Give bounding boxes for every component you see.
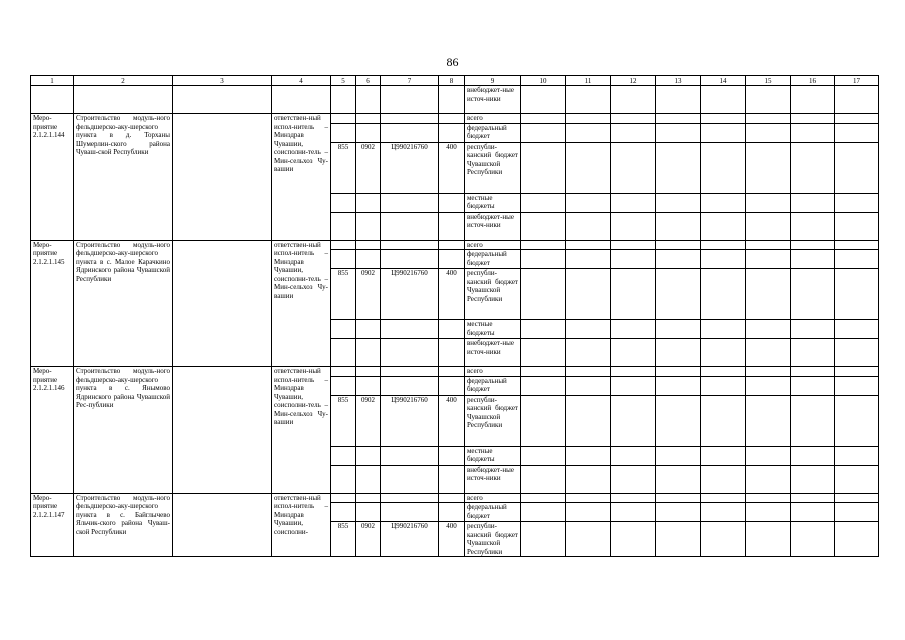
cell	[835, 240, 879, 250]
cell	[701, 339, 746, 367]
cell	[701, 142, 746, 193]
funding-source: внебюджет-ные источ-ники	[465, 212, 521, 240]
cell	[701, 114, 746, 124]
cell	[656, 86, 701, 114]
event-id: Меро-приятие 2.1.2.1.146	[31, 367, 74, 494]
rzpr-code: 0902	[356, 522, 381, 557]
funding-source: республи-канский бюджет Чувашской Республики	[465, 522, 521, 557]
cell	[521, 320, 566, 339]
cell	[331, 367, 356, 377]
cell	[656, 493, 701, 503]
cell	[656, 240, 701, 250]
cell	[656, 142, 701, 193]
column-number-row	[31, 76, 879, 86]
cell	[835, 114, 879, 124]
cell	[746, 142, 791, 193]
cell	[381, 367, 439, 377]
vr-code: 400	[439, 522, 465, 557]
funding-source: республи-канский бюджет Чувашской Республики	[465, 395, 521, 446]
cell	[701, 250, 746, 269]
event-row	[31, 367, 879, 377]
cell	[835, 522, 879, 557]
cell	[835, 123, 879, 142]
cell	[656, 114, 701, 124]
cell	[566, 193, 611, 212]
csr-code: Ц990216760	[381, 142, 439, 193]
cell	[331, 493, 356, 503]
cell	[331, 376, 356, 395]
cell	[566, 465, 611, 493]
rzpr-code: 0902	[356, 269, 381, 320]
cell	[439, 465, 465, 493]
cell	[791, 339, 835, 367]
grbs-code: 855	[331, 395, 356, 446]
cell	[835, 320, 879, 339]
event-name: Строительство модуль-ного фельдшерско-аку-шерского пункта в с. Малое Карачкино Ядринского района Чувашской Республики	[74, 240, 173, 367]
cell	[746, 395, 791, 446]
rzpr-code: 0902	[356, 395, 381, 446]
cell	[566, 522, 611, 557]
cell	[791, 522, 835, 557]
cell	[439, 320, 465, 339]
cell	[611, 193, 656, 212]
cell	[656, 250, 701, 269]
cell	[331, 250, 356, 269]
cell	[521, 114, 566, 124]
cell	[381, 114, 439, 124]
cell	[835, 446, 879, 465]
col-header: 15	[746, 76, 791, 86]
cell	[656, 446, 701, 465]
cell	[791, 212, 835, 240]
cell	[521, 465, 566, 493]
cell	[566, 123, 611, 142]
cell	[331, 193, 356, 212]
cell	[356, 193, 381, 212]
col-header: 12	[611, 76, 656, 86]
cell	[656, 193, 701, 212]
cell	[381, 376, 439, 395]
cell	[439, 240, 465, 250]
funding-source: республи-канский бюджет Чувашской Республики	[465, 269, 521, 320]
event-id: Меро-приятие 2.1.2.1.147	[31, 493, 74, 557]
cell	[521, 339, 566, 367]
cell	[701, 123, 746, 142]
cell	[356, 503, 381, 522]
cell	[356, 240, 381, 250]
cell	[611, 503, 656, 522]
csr-code: Ц990216760	[381, 522, 439, 557]
cell	[835, 503, 879, 522]
col-header: 1	[31, 76, 74, 86]
cell	[835, 339, 879, 367]
cell	[439, 376, 465, 395]
col-header: 3	[173, 76, 272, 86]
cell	[521, 86, 566, 114]
cell	[439, 503, 465, 522]
cell	[356, 114, 381, 124]
cell	[356, 212, 381, 240]
event-id: Меро-приятие 2.1.2.1.144	[31, 114, 74, 241]
cell	[835, 465, 879, 493]
cell	[521, 142, 566, 193]
cell	[746, 269, 791, 320]
cell	[566, 395, 611, 446]
cell	[611, 493, 656, 503]
cell	[835, 212, 879, 240]
vr-code: 400	[439, 269, 465, 320]
cell	[566, 376, 611, 395]
cell	[656, 339, 701, 367]
col-header: 13	[656, 76, 701, 86]
cell	[791, 376, 835, 395]
cell	[331, 114, 356, 124]
event-executor: ответствен-ный испол-нитель – Минздрав Чувашии, соисполни-тель – Мин-сельхоз Чу-вашии	[272, 240, 331, 367]
event-row	[31, 114, 879, 124]
cell	[381, 123, 439, 142]
cell	[381, 465, 439, 493]
funding-source: внебюджет-ные источ-ники	[465, 86, 521, 114]
cell	[173, 86, 272, 114]
event-executor: ответствен-ный испол-нитель – Минздрав Чувашии, соисполни-тель – Мин-сельхоз Чу-вашии	[272, 114, 331, 241]
continuation-row	[31, 86, 879, 114]
cell	[439, 446, 465, 465]
cell	[611, 114, 656, 124]
cell	[835, 493, 879, 503]
cell	[746, 503, 791, 522]
cell	[611, 86, 656, 114]
funding-source: всего	[465, 240, 521, 250]
cell	[521, 123, 566, 142]
cell	[521, 503, 566, 522]
cell	[791, 114, 835, 124]
cell	[746, 123, 791, 142]
cell	[656, 123, 701, 142]
cell	[439, 123, 465, 142]
cell	[611, 123, 656, 142]
cell	[521, 395, 566, 446]
cell	[381, 493, 439, 503]
cell	[656, 320, 701, 339]
cell	[74, 86, 173, 114]
cell	[791, 142, 835, 193]
cell	[746, 465, 791, 493]
cell	[331, 240, 356, 250]
cell	[381, 193, 439, 212]
vr-code: 400	[439, 142, 465, 193]
cell	[611, 250, 656, 269]
grbs-code: 855	[331, 269, 356, 320]
cell	[439, 114, 465, 124]
cell	[611, 395, 656, 446]
cell	[611, 522, 656, 557]
csr-code: Ц990216760	[381, 395, 439, 446]
funding-source: всего	[465, 493, 521, 503]
cell	[381, 503, 439, 522]
cell	[521, 212, 566, 240]
cell	[381, 240, 439, 250]
cell	[331, 123, 356, 142]
cell	[566, 339, 611, 367]
cell	[791, 320, 835, 339]
cell	[701, 320, 746, 339]
cell	[272, 86, 331, 114]
cell	[791, 269, 835, 320]
col-header: 14	[701, 76, 746, 86]
cell	[173, 493, 272, 557]
event-row	[31, 240, 879, 250]
funding-source: местные бюджеты	[465, 446, 521, 465]
cell	[746, 114, 791, 124]
cell	[521, 367, 566, 377]
cell	[746, 240, 791, 250]
cell	[521, 376, 566, 395]
col-header: 11	[566, 76, 611, 86]
cell	[611, 269, 656, 320]
cell	[701, 395, 746, 446]
cell	[656, 376, 701, 395]
cell	[701, 193, 746, 212]
cell	[381, 446, 439, 465]
event-name: Строительство модуль-ного фельдшерско-аку-шерского пункта в с. Байглычево Яльчик-ского района Чуваш-ской Республики	[74, 493, 173, 557]
col-header: 9	[465, 76, 521, 86]
cell	[521, 493, 566, 503]
col-header: 16	[791, 76, 835, 86]
event-executor: ответствен-ный испол-нитель – Минздрав Чувашии, соисполни-	[272, 493, 331, 557]
cell	[791, 367, 835, 377]
cell	[835, 269, 879, 320]
cell	[835, 376, 879, 395]
cell	[566, 114, 611, 124]
col-header: 4	[272, 76, 331, 86]
col-header: 8	[439, 76, 465, 86]
cell	[439, 493, 465, 503]
cell	[611, 446, 656, 465]
grbs-code: 855	[331, 522, 356, 557]
cell	[701, 446, 746, 465]
cell	[611, 142, 656, 193]
funding-source: всего	[465, 114, 521, 124]
cell	[439, 367, 465, 377]
cell	[566, 493, 611, 503]
funding-source: федеральный бюджет	[465, 376, 521, 395]
cell	[701, 86, 746, 114]
event-executor: ответствен-ный испол-нитель – Минздрав Чувашии, соисполни-тель – Мин-сельхоз Чу-вашии	[272, 367, 331, 494]
cell	[356, 320, 381, 339]
funding-source: республи-канский бюджет Чувашской Республики	[465, 142, 521, 193]
csr-code: Ц990216760	[381, 269, 439, 320]
cell	[746, 446, 791, 465]
cell	[701, 493, 746, 503]
rzpr-code: 0902	[356, 142, 381, 193]
cell	[566, 240, 611, 250]
funding-source: внебюджет-ные источ-ники	[465, 339, 521, 367]
funding-source: федеральный бюджет	[465, 123, 521, 142]
cell	[746, 212, 791, 240]
cell	[701, 503, 746, 522]
cell	[835, 395, 879, 446]
cell	[31, 86, 74, 114]
cell	[521, 446, 566, 465]
cell	[656, 367, 701, 377]
cell	[746, 376, 791, 395]
cell	[656, 465, 701, 493]
col-header: 7	[381, 76, 439, 86]
cell	[356, 465, 381, 493]
cell	[381, 320, 439, 339]
cell	[356, 376, 381, 395]
cell	[791, 250, 835, 269]
cell	[331, 86, 356, 114]
cell	[521, 269, 566, 320]
cell	[521, 240, 566, 250]
vr-code: 400	[439, 395, 465, 446]
cell	[611, 212, 656, 240]
event-name: Строительство модуль-ного фельдшерско-аку-шерского пункта в д. Торханы Шумерлин-ского района Чуваш-ской Республики	[74, 114, 173, 241]
cell	[746, 86, 791, 114]
funding-source: внебюджет-ные источ-ники	[465, 465, 521, 493]
cell	[521, 522, 566, 557]
col-header: 10	[521, 76, 566, 86]
cell	[746, 367, 791, 377]
col-header: 5	[331, 76, 356, 86]
cell	[656, 395, 701, 446]
cell	[701, 269, 746, 320]
cell	[701, 376, 746, 395]
cell	[566, 269, 611, 320]
cell	[656, 522, 701, 557]
cell	[656, 212, 701, 240]
cell	[611, 465, 656, 493]
col-header: 6	[356, 76, 381, 86]
cell	[173, 240, 272, 367]
cell	[356, 493, 381, 503]
cell	[791, 240, 835, 250]
cell	[439, 86, 465, 114]
event-name: Строительство модуль-ного фельдшерско-аку-шерского пункта в с. Янымово Ядринского района Чувашской Рес-публики	[74, 367, 173, 494]
cell	[835, 367, 879, 377]
cell	[791, 465, 835, 493]
cell	[331, 320, 356, 339]
cell	[173, 114, 272, 241]
cell	[381, 86, 439, 114]
funding-source: местные бюджеты	[465, 193, 521, 212]
cell	[746, 493, 791, 503]
funding-source: федеральный бюджет	[465, 250, 521, 269]
grbs-code: 855	[331, 142, 356, 193]
cell	[791, 193, 835, 212]
cell	[356, 86, 381, 114]
cell	[701, 367, 746, 377]
cell	[439, 212, 465, 240]
cell	[356, 446, 381, 465]
cell	[835, 142, 879, 193]
cell	[331, 446, 356, 465]
cell	[356, 339, 381, 367]
cell	[656, 503, 701, 522]
budget-table	[30, 75, 879, 557]
cell	[791, 86, 835, 114]
cell	[356, 123, 381, 142]
cell	[791, 493, 835, 503]
funding-source: местные бюджеты	[465, 320, 521, 339]
cell	[566, 86, 611, 114]
funding-source: федеральный бюджет	[465, 503, 521, 522]
cell	[173, 367, 272, 494]
cell	[746, 320, 791, 339]
cell	[835, 193, 879, 212]
cell	[791, 503, 835, 522]
cell	[835, 250, 879, 269]
cell	[381, 212, 439, 240]
cell	[439, 193, 465, 212]
cell	[566, 142, 611, 193]
cell	[746, 339, 791, 367]
cell	[566, 250, 611, 269]
cell	[611, 367, 656, 377]
cell	[701, 212, 746, 240]
cell	[746, 522, 791, 557]
cell	[521, 250, 566, 269]
cell	[566, 212, 611, 240]
col-header: 17	[835, 76, 879, 86]
cell	[331, 212, 356, 240]
cell	[611, 320, 656, 339]
cell	[791, 446, 835, 465]
col-header: 2	[74, 76, 173, 86]
cell	[381, 250, 439, 269]
cell	[439, 339, 465, 367]
cell	[381, 339, 439, 367]
cell	[566, 446, 611, 465]
cell	[611, 240, 656, 250]
cell	[439, 250, 465, 269]
cell	[656, 269, 701, 320]
cell	[835, 86, 879, 114]
cell	[611, 339, 656, 367]
cell	[701, 240, 746, 250]
cell	[521, 193, 566, 212]
cell	[746, 250, 791, 269]
cell	[611, 376, 656, 395]
cell	[566, 503, 611, 522]
cell	[701, 465, 746, 493]
cell	[331, 465, 356, 493]
cell	[746, 193, 791, 212]
event-id: Меро-приятие 2.1.2.1.145	[31, 240, 74, 367]
cell	[331, 339, 356, 367]
cell	[356, 250, 381, 269]
cell	[791, 395, 835, 446]
event-row	[31, 493, 879, 503]
cell	[701, 522, 746, 557]
cell	[356, 367, 381, 377]
cell	[331, 503, 356, 522]
page-number: 86	[446, 55, 459, 69]
cell	[566, 367, 611, 377]
cell	[566, 320, 611, 339]
funding-source: всего	[465, 367, 521, 377]
cell	[791, 123, 835, 142]
